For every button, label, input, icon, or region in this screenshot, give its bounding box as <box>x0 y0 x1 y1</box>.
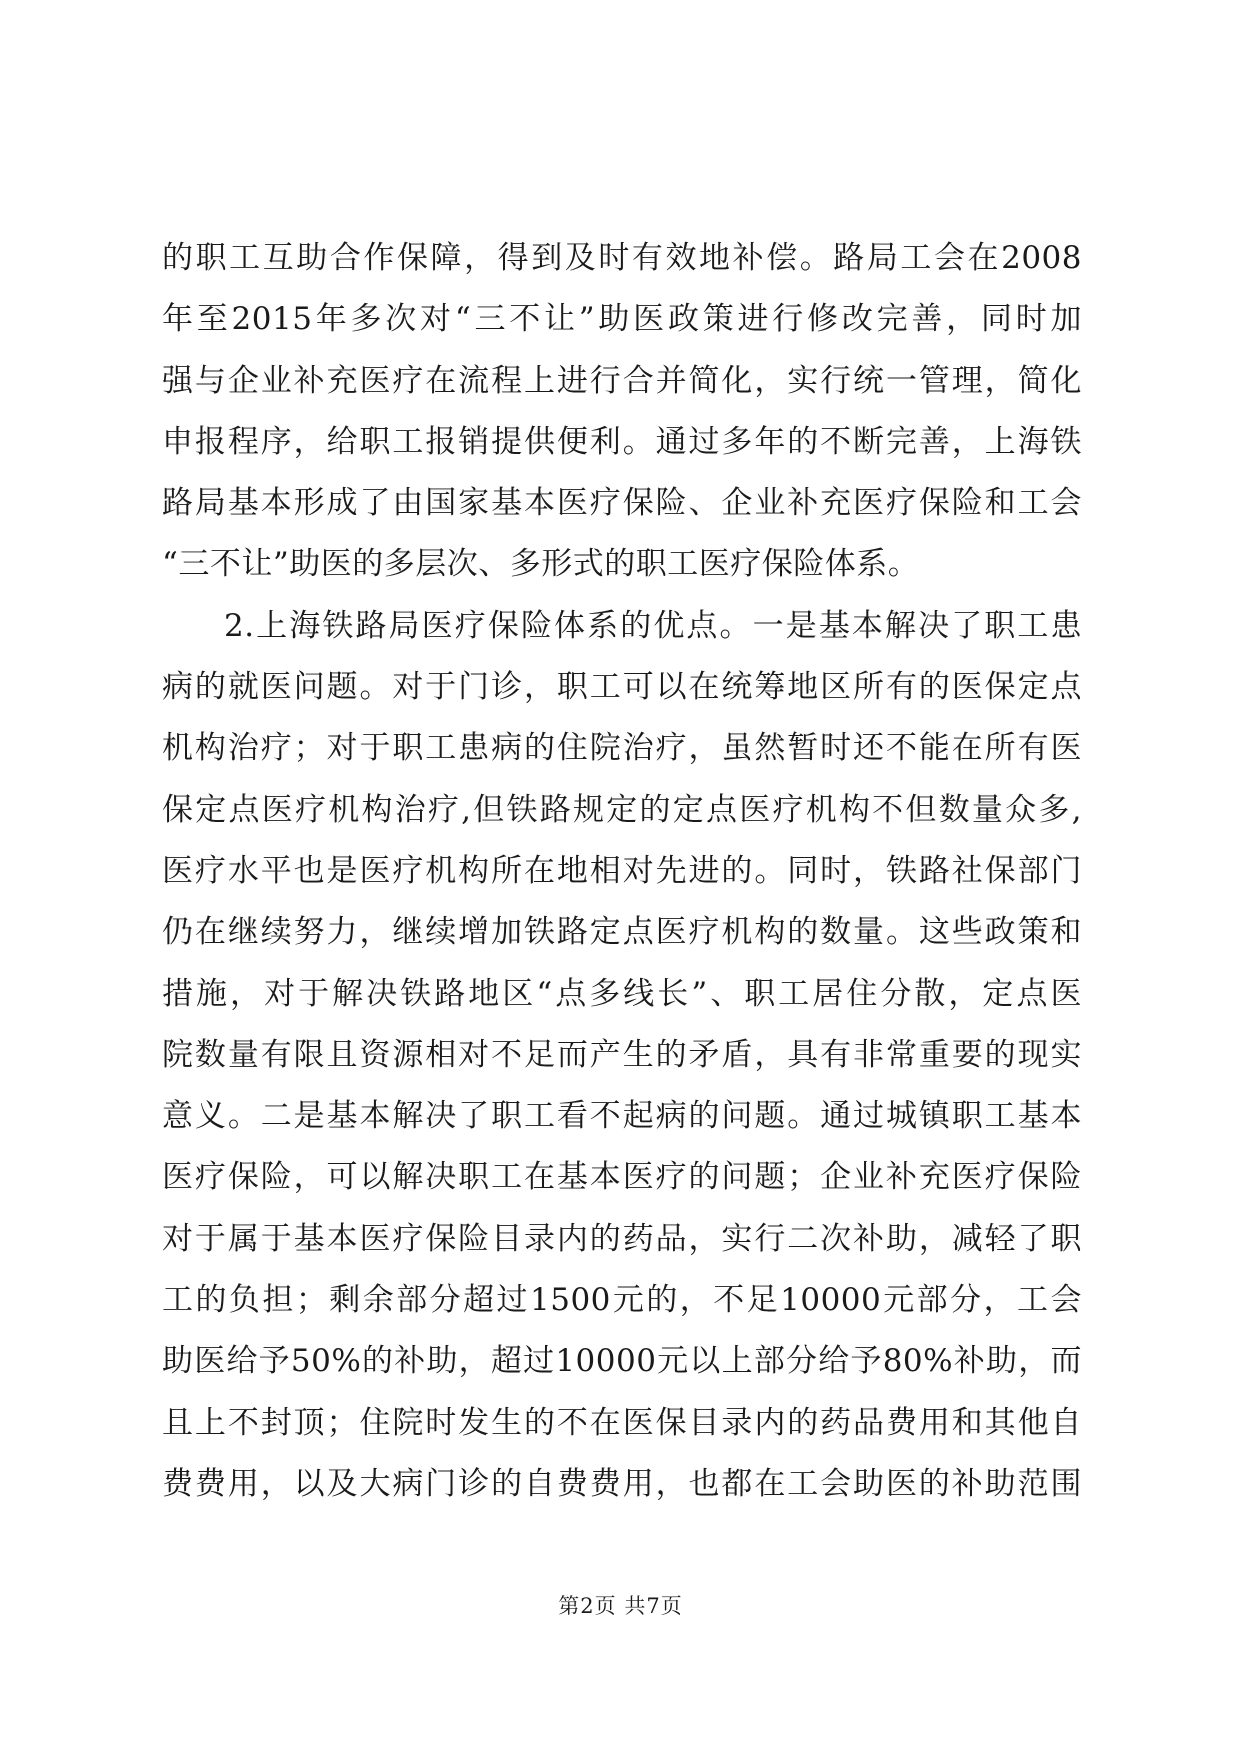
text-line: 病的就医问题。对于门诊，职工可以在统筹地区所有的医保定点 <box>162 669 1082 706</box>
paragraph <box>162 596 1082 1515</box>
text-line: 且上不封顶；住院时发生的不在医保目录内的药品费用和其他自 <box>162 1404 1082 1441</box>
text-line: 费费用，以及大病门诊的自费费用，也都在工会助医的补助范围 <box>162 1465 1082 1502</box>
text-line: 强与企业补充医疗在流程上进行合并简化，实行统一管理，简化 <box>162 362 1082 399</box>
text-line: 的职工互助合作保障，得到及时有效地补偿。路局工会在2008 <box>162 240 1082 276</box>
text-line: 保定点医疗机构治疗,但铁路规定的定点医疗机构不但数量众多, <box>162 791 1082 828</box>
text-line: 机构治疗；对于职工患病的住院治疗，虽然暂时还不能在所有医 <box>162 730 1082 767</box>
text-line: 医疗保险，可以解决职工在基本医疗的问题；企业补充医疗保险 <box>162 1159 1082 1196</box>
text-line: 路局基本形成了由国家基本医疗保险、企业补充医疗保险和工会 <box>162 485 1082 522</box>
text-line: 对于属于基本医疗保险目录内的药品，实行二次补助，减轻了职 <box>162 1220 1082 1257</box>
paragraph <box>162 228 1082 596</box>
text-line: “三不让”助医的多层次、多形式的职工医疗保险体系。 <box>162 546 920 583</box>
text-line: 助医给予50%的补助，超过10000元以上部分给予80%补助，而 <box>162 1343 1082 1380</box>
text-line: 仍在继续努力，继续增加铁路定点医疗机构的数量。这些政策和 <box>162 914 1082 951</box>
text-line: 年至2015年多次对“三不让”助医政策进行修改完善，同时加 <box>162 301 1082 338</box>
text-line: 申报程序，给职工报销提供便利。通过多年的不断完善，上海铁 <box>162 423 1082 460</box>
text-line: 工的负担；剩余部分超过1500元的，不足10000元部分，工会 <box>162 1282 1082 1319</box>
document-body <box>162 228 1082 1515</box>
text-line: 措施，对于解决铁路地区“点多线长”、职工居住分散，定点医 <box>162 975 1082 1012</box>
text-line: 2.上海铁路局医疗保险体系的优点。一是基本解决了职工患 <box>224 607 1082 644</box>
text-line: 医疗水平也是医疗机构所在地相对先进的。同时，铁路社保部门 <box>162 852 1082 889</box>
page-footer: 第2页 共7页 <box>558 1594 683 1618</box>
text-line: 院数量有限且资源相对不足而产生的矛盾，具有非常重要的现实 <box>162 1036 1082 1073</box>
text-line: 意义。二是基本解决了职工看不起病的问题。通过城镇职工基本 <box>162 1098 1082 1135</box>
